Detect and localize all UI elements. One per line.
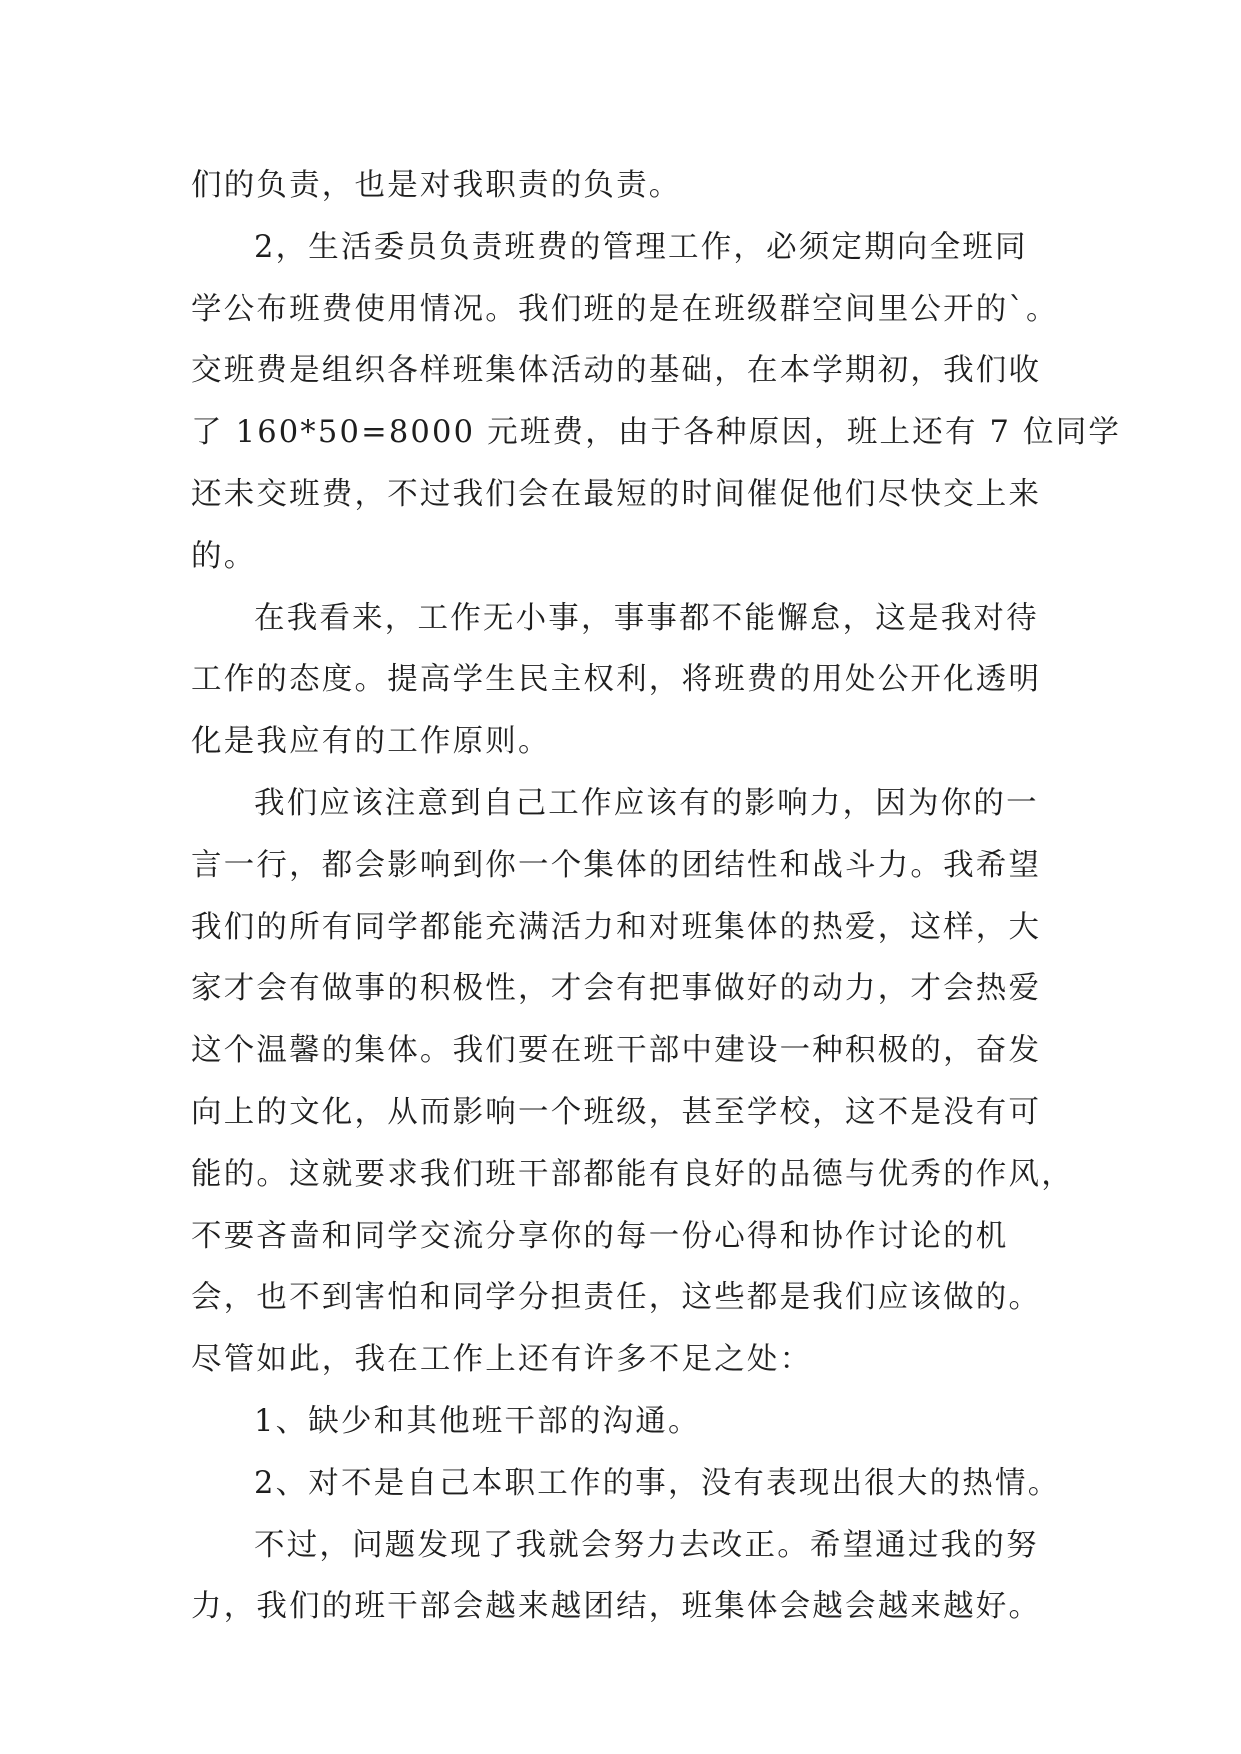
text-line: 尽管如此，我在工作上还有许多不足之处： <box>191 1342 813 1378</box>
text-line: 在我看来，工作无小事，事事都不能懈怠，这是我对待 <box>254 600 1039 636</box>
text-line: 我们应该注意到自己工作应该有的影响力，因为你的一 <box>254 785 1039 821</box>
document-body <box>191 155 1122 1638</box>
text-line: 力，我们的班干部会越来越团结，班集体会越会越来越好。 <box>191 1589 1042 1625</box>
text-line: 的。 <box>191 538 257 574</box>
text-line: 这个温馨的集体。我们要在班干部中建设一种积极的，奋发 <box>191 1033 1042 1069</box>
text-line: 会，也不到害怕和同学分担责任，这些都是我们应该做的。 <box>191 1280 1042 1316</box>
text-line: 向上的文化，从而影响一个班级，甚至学校，这不是没有可 <box>191 1094 1042 1130</box>
text-line: 1、缺少和其他班干部的沟通。 <box>254 1403 701 1439</box>
text-line: 2，生活委员负责班费的管理工作，必须定期向全班同 <box>254 229 1028 265</box>
text-line: 不要吝啬和同学交流分享你的每一份心得和协作讨论的机 <box>191 1218 1009 1254</box>
text-line: 还未交班费，不过我们会在最短的时间催促他们尽快交上来 <box>191 476 1042 512</box>
text-line: 能的。这就要求我们班干部都能有良好的品德与优秀的作风， <box>191 1156 1074 1192</box>
text-line: 2、对不是自己本职工作的事，没有表现出很大的热情。 <box>254 1465 1061 1501</box>
text-line: 学公布班费使用情况。我们班的是在班级群空间里公开的`。 <box>191 291 1059 327</box>
text-line: 我们的所有同学都能充满活力和对班集体的热爱，这样，大 <box>191 909 1042 945</box>
text-line: 家才会有做事的积极性，才会有把事做好的动力，才会热爱 <box>191 971 1042 1007</box>
text-line: 们的负责，也是对我职责的负责。 <box>191 168 682 203</box>
text-line: 言一行，都会影响到你一个集体的团结性和战斗力。我希望 <box>191 847 1042 883</box>
text-line: 不过，问题发现了我就会努力去改正。希望通过我的努 <box>254 1527 1039 1563</box>
text-line: 了 160*50=8000 元班费，由于各种原因，班上还有 7 位同学 <box>191 415 1122 451</box>
text-line: 化是我应有的工作原则。 <box>191 724 551 760</box>
text-line: 交班费是组织各样班集体活动的基础，在本学期初，我们收 <box>191 353 1042 389</box>
text-line: 工作的态度。提高学生民主权利，将班费的用处公开化透明 <box>191 662 1042 698</box>
